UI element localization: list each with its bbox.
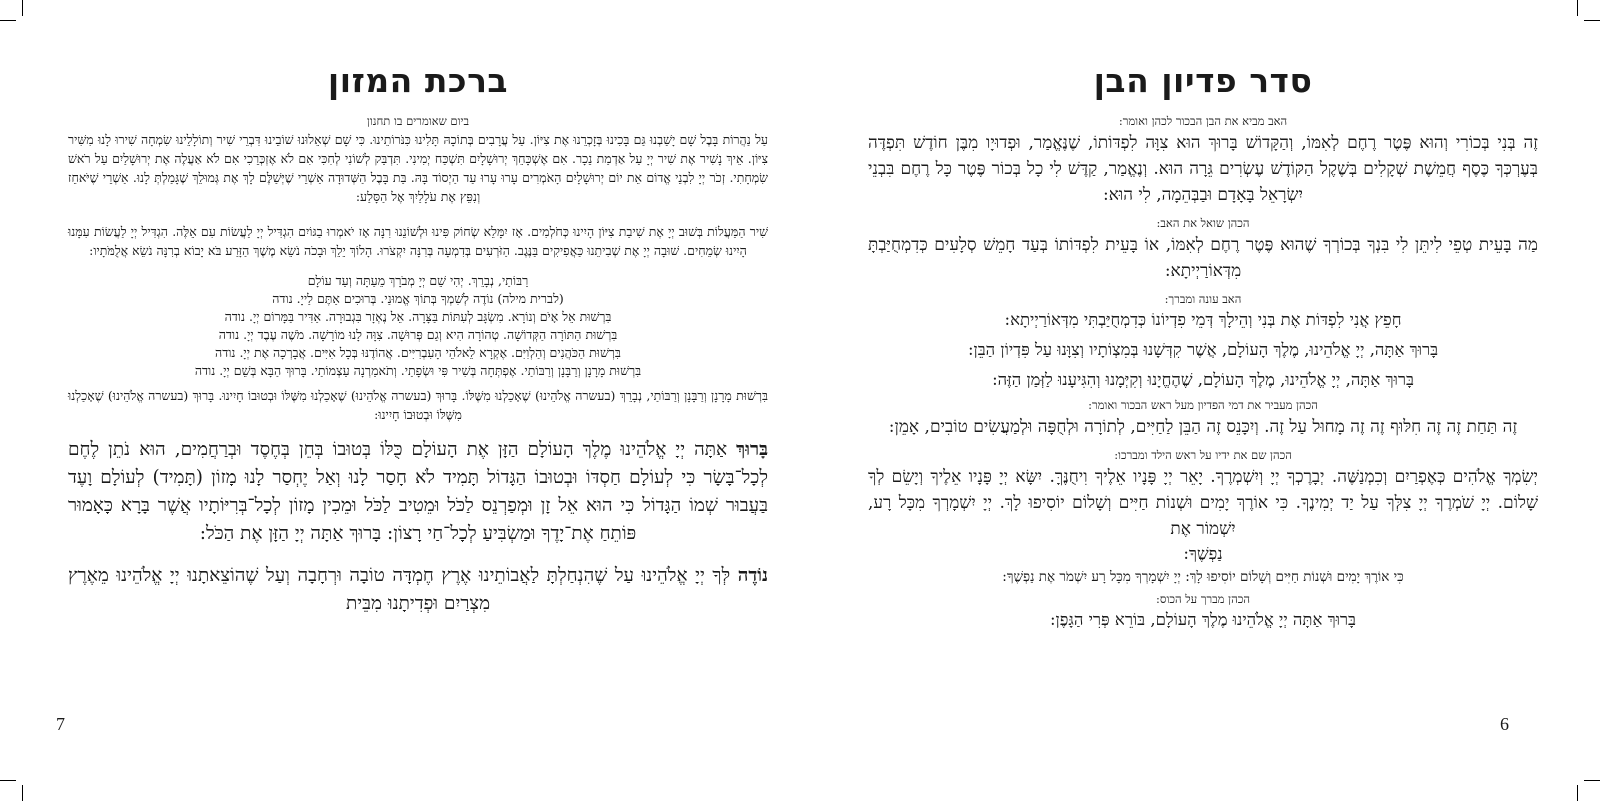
kohen-question: מַה בָּעֵית טְפֵי לִיתֵּן לִי בִּנְךָ בְּכוֹרְךָ שֶׁהוּא פֶּטֶר רֶחֶם לְאִמּוֹ, אוֹ בָּעֵית לִפְדּוֹתוֹ בְּעַד חָמֵשׁ סְלָעִים כְּדִמְחֻיַּבְתָּ מִדְּאוֹרַיְיתָא: (868, 235, 1538, 281)
child-blessing: יְשִׂמְךָ אֱלֹהִים כְּאֶפְרַיִם וְכִמְנַשֶּׁה. יְבָרֶכְךָ יְיָ וְיִשְׁמְרֶךָ. יָאֵר יְיָ פָּנָיו אֵלֶיךָ וִיחֻנֶּךָּ. יִשָּׂא יְיָ פָּנָיו אֵלֶיךָ וְיָשֵׂם לְךָ שָׁלוֹם. יְיָ שֹׁמְרֶךָ יְיָ צִלְּךָ עַל יַד יְמִינֶךָ. כִּי אוֹרֶךְ יָמִים וּשְׁנוֹת חַיִּים וְשָׁלוֹם יוֹסִיפוּ לָךְ. יְיָ יִשְׁמָרְךָ מִכָּל רָע, יִשְׁמוֹר אֶת (868, 467, 1538, 539)
page-title: סדר פדיון הבן (1093, 61, 1313, 100)
page-number-right: 6 (1500, 714, 1509, 734)
child-blessing-end: נַפְשֶׁךָ: (1183, 544, 1223, 563)
crop-mark (1577, 0, 1578, 16)
father-answer: חָפֵץ אֲנִי לִפְדּוֹת אֶת בְּנִי וְהֵילָךְ דְּמֵי פִדְיוֹנוֹ כְּדִמְחֻיַּבְתִּי מִדְּאוֹרַיְיתָא: (1004, 310, 1402, 329)
nodeh-text: לְּךָ יְיָ אֱלֹהֵינוּ עַל שֶׁהִנְחַלְתָּ לַאֲבוֹתֵינוּ אֶרֶץ חֶמְדָּה טוֹבָה וּרְחָבָה וְעַל שֶׁהוֹצֵאתָנוּ יְיָ אֱלֹהֵינוּ מֵאֶרֶץ מִצְרַיִם וּפְדִיתָנוּ מִבֵּית (68, 565, 738, 614)
bracha-gafen: בָּרוּךְ אַתָּה יְיָ אֱלֹהֵינוּ מֶלֶךְ הָעוֹלָם, בּוֹרֵא פְּרִי הַגָּפֶן: (1050, 610, 1356, 629)
instruction-note: הכהן שואל את האב: (1156, 216, 1250, 230)
crop-mark (22, 0, 23, 16)
birshut-paragraph: בִּרְשׁוּת מָרָנָן וְרַבָּנָן וְרַבּוֹתַי, נְבָרֵךְ (בעשרה אֱלֹהֵינוּ) שֶׁאָכַלְנוּ מִשֶּׁלּוֹ. בָּרוּךְ (בעשרה אֱלֹהֵינוּ) שֶׁאָכַלְנוּ מִשֶּׁלּוֹ וּבְטוּבוֹ חָיִינוּ. בָּרוּךְ (בעשרה אֱלֹהֵינוּ) שֶׁאָכַלְנוּ מִשֶּׁלּוֹ וּבְטוּבוֹ חָיִינוּ: (68, 388, 768, 422)
instruction-note: הכהן שם את ידיו על ראש הילד ומברכו: (1114, 448, 1292, 462)
bracha-shehecheyanu: בָּרוּךְ אַתָּה, יְיָ אֱלֹהֵינוּ, מֶלֶךְ הָעוֹלָם, שֶׁהֶחֱיָנוּ וְקִיְּמָנוּ וְהִגִּיעָנוּ לַזְּמַן הַזֶּה: (992, 370, 1414, 389)
nodeh-paragraph (68, 562, 768, 618)
page-title: ברכת המזון (327, 61, 509, 100)
right-page (868, 55, 1538, 638)
child-blessing-small: כִּי אוֹרֶךְ יָמִים וּשְׁנוֹת חַיִּים וְשָׁלוֹם יוֹסִיפוּ לָךְ: יְיָ יִשְׁמָרְךָ מִכָּל רָע יִשְׁמֹר אֶת נַפְשֶׁךָ: (1002, 569, 1404, 585)
crop-mark (22, 785, 23, 801)
hazan-text: אַתָּה יְיָ אֱלֹהֵינוּ מֶלֶךְ הָעוֹלָם הַזָּן אֶת הָעוֹלָם כֻּלּוֹ בְּטוּבוֹ בְּחֵן בְּחֶסֶד וּבְרַחֲמִים, הוּא נֹתֵן לֶחֶם לְכָל־בָּשָׂר כִּי לְעוֹלָם חַסְדּוֹ וּבְטוּבוֹ הַגָּדוֹל תָּמִיד לֹא חָסַר לָנוּ וְאַל יֶחְסַר לָנוּ מָזוֹן (תָּמִיד) לְעוֹלָם וָעֶד בַּעֲבוּר שְׁמוֹ הַגָּדוֹל כִּי הוּא אֵל זָן וּמְפַרְנֵס לַכֹּל וּמֵטִיב לַכֹּל וּמֵכִין מָזוֹן לְכָל־בְּרִיּוֹתָיו אֲשֶׁר בָּרָא כָּאָמוּר פּוֹתֵחַ אֶת־יָדֶךָ וּמַשְׂבִּיעַ לְכָל־חַי רָצוֹן: בָּרוּךְ אַתָּה יְיָ הַזָּן אֶת הַכֹּל: (68, 439, 768, 544)
zimun-line: בִּרְשׁוּת הַתּוֹרָה הַקְּדוֹשָׁה. טְהוֹרָה הִיא וְגַם פְּרוּשָׁה. צִוָּה לָנוּ מוֹרָשָׁה. מֹשֶׁה עֶבֶד יְיָ. נודה (218, 327, 618, 342)
zimun-line: בִּרְשׁוּת אֵל אָיֹם וְנוֹרָא. מִשְׂגָּב לְעִתּוֹת בַּצָּרָה. אֵל נֶאְזָר בִּגְבוּרָה. אַדִּיר בַּמָּרוֹם יְיָ. נודה (224, 309, 612, 324)
crop-mark (1584, 780, 1600, 781)
crop-mark (0, 780, 16, 781)
crop-mark (1584, 20, 1600, 21)
hazan-paragraph (68, 436, 768, 548)
shir-hamaalot-paragraph: שִׁיר הַמַּעֲלוֹת בְּשׁוּב יְיָ אֶת שִׁיבַת צִיּוֹן הָיִינוּ כְּחֹלְמִים. אָז יִמָּלֵא שְׂחוֹק פִּינוּ וּלְשׁוֹנֵנוּ רִנָּה אָז יֹאמְרוּ בַגּוֹיִם הִגְדִּיל יְיָ לַעֲשׂוֹת עִם אֵלֶּה. הִגְדִּיל יְיָ לַעֲשׂוֹת עִמָּנוּ הָיִינוּ שְׂמֵחִים. שׁוּבָה יְיָ אֶת שְׁבִיתֵנוּ כַּאֲפִיקִים בַּנֶּגֶב. הַזֹּרְעִים בְּדִמְעָה בְּרִנָּה יִקְצֹרוּ. הָלוֹךְ יֵלֵךְ וּבָכֹה נֹשֵׂא מֶשֶׁךְ הַזָּרַע בֹּא יָבוֹא בְרִנָּה נֹשֵׂא אֲלֻמֹּתָיו: (68, 224, 768, 258)
instruction-note: האב מביא את הבן הבכור לכהן ואומר: (1118, 114, 1288, 128)
zimun-line: רַבּוֹתַי, נְבָרֵךְ. יְהִי שֵׁם יְיָ מְבֹרָךְ מֵעַתָּה וְעַד עוֹלָם (307, 273, 529, 288)
crop-mark (0, 20, 16, 21)
crop-mark (1577, 785, 1578, 801)
father-declaration: זֶה בְּנִי בְּכוֹרִי וְהוּא פֶּטֶר רֶחֶם לְאִמּוֹ, וְהַקָּדוֹשׁ בָּרוּךְ הוּא צִוָּה לִפְדּוֹתוֹ, שֶׁנֶּאֱמַר, וּפְדוּיָו מִבֶּן חוֹדֶשׁ תִּפְדֶּה בְּעֶרְכְּךָ כֶּסֶף חֲמֵשֶׁת שְׁקָלִים בְּשֶׁקֶל הַקּוֹדֶשׁ עֶשְׂרִים גֵּרָה הוּא. וְנֶאֱמַר, קַדֶּשׁ לִי כָל בְּכוֹר פֶּטֶר כָּל רֶחֶם בִּבְנֵי יִשְׂרָאֵל בָּאָדָם וּבַבְּהֵמָה, לִי הוּא: (868, 133, 1538, 205)
nodeh-opening-word: נוֹדֶה (737, 565, 768, 586)
left-page (68, 55, 768, 618)
al-naharot-paragraph: עַל נַהֲרוֹת בָּבֶל שָׁם יָשַׁבְנוּ גַּם בָּכִינוּ בְּזָכְרֵנוּ אֶת צִיּוֹן. עַל עֲרָבִים בְּתוֹכָהּ תָּלִינוּ כִּנֹּרוֹתֵינוּ. כִּי שָׁם שְׁאֵלוּנוּ שׁוֹבֵינוּ דִּבְרֵי שִׁיר וְתוֹלָלֵינוּ שִׂמְחָה שִׁירוּ לָנוּ מִשִּׁיר צִיּוֹן. אֵיךְ נָשִׁיר אֶת שִׁיר יְיָ עַל אַדְמַת נֵכָר. אִם אֶשְׁכָּחֵךְ יְרוּשָׁלָיִם תִּשְׁכַּח יְמִינִי. תִּדְבַּק לְשׁוֹנִי לְחִכִּי אִם לֹא אֶזְכְּרֵכִי אִם לֹא אַעֲלֶה אֶת יְרוּשָׁלַיִם עַל רֹאשׁ שִׂמְחָתִי. זְכֹר יְיָ לִבְנֵי אֱדוֹם אֵת יוֹם יְרוּשָׁלָיִם הָאֹמְרִים עָרוּ עָרוּ עַד הַיְסוֹד בָּהּ. בַּת בָּבֶל הַשְּׁדוּדָה אַשְׁרֵי שֶׁיְּשַׁלֶּם לָךְ אֶת גְּמוּלֵךְ שֶׁגָּמַלְתְּ לָנוּ. אַשְׁרֵי שֶׁיֹּאחֵז וְנִפֵּץ אֶת עֹלָלַיִךְ אֶל הַסָּלַע: (68, 132, 768, 204)
zimun-line: בִּרְשׁוּת מָרָנָן וְרַבָּנָן וְרַבּוֹתַי. אֶפְתְּחָה בְּשִׁיר פִּי וּשְׂפָתַי. וְתֹאמַרְנָה עַצְמוֹתַי. בָּרוּךְ הַבָּא בְּשֵׁם יְיָ. נודה (194, 363, 642, 378)
instruction-note: האב עונה ומברך: (1164, 292, 1242, 306)
bracha-pidyon: בָּרוּךְ אַתָּה, יְיָ אֱלֹהֵינוּ, מֶלֶךְ הָעוֹלָם, אֲשֶׁר קִדְּשָׁנוּ בְּמִצְוֹתָיו וְצִוָּנוּ עַל פִּדְיוֹן הַבֵּן: (967, 340, 1439, 359)
instruction-note: ביום שאומרים בו תחנון (366, 114, 470, 128)
page-number-left: 7 (56, 714, 65, 734)
kohen-exchange-text: זֶה תַּחַת זֶה זֶה חִלּוּף זֶה זֶה מָחוּל עַל זֶה. וְיִכָּנֵס זֶה הַבֵּן לַחַיִּים, לְתוֹרָה וּלְחֻפָּה וּלְמַעֲשִׂים טוֹבִים, אָמֵן: (888, 417, 1518, 437)
instruction-note: הכהן מעביר את דמי הפדיון מעל ראש הבכור ואומר: (1088, 398, 1318, 412)
zimun-line: בִּרְשׁוּת הַכֹּהֲנִים וְהַלְוִיִּם. אֶקְרָא לֵאלֹהֵי הָעִבְרִיִּים. אֲהוֹדֶנּוּ בְּכָל אִיִּים. אֲבָרְכָה אֶת יְיָ. נודה (215, 345, 621, 360)
zimun-line: (לברית מילה) נוֹדֶה לְשִׁמְךָ בְּתוֹךְ אֱמוּנַי. בְּרוּכִים אַתֶּם לַייָ. נודה (272, 291, 564, 306)
hazan-opening-word: בָּרוּךְ (736, 439, 768, 460)
instruction-note: הכהן מברך על הכוס: (1156, 592, 1250, 606)
